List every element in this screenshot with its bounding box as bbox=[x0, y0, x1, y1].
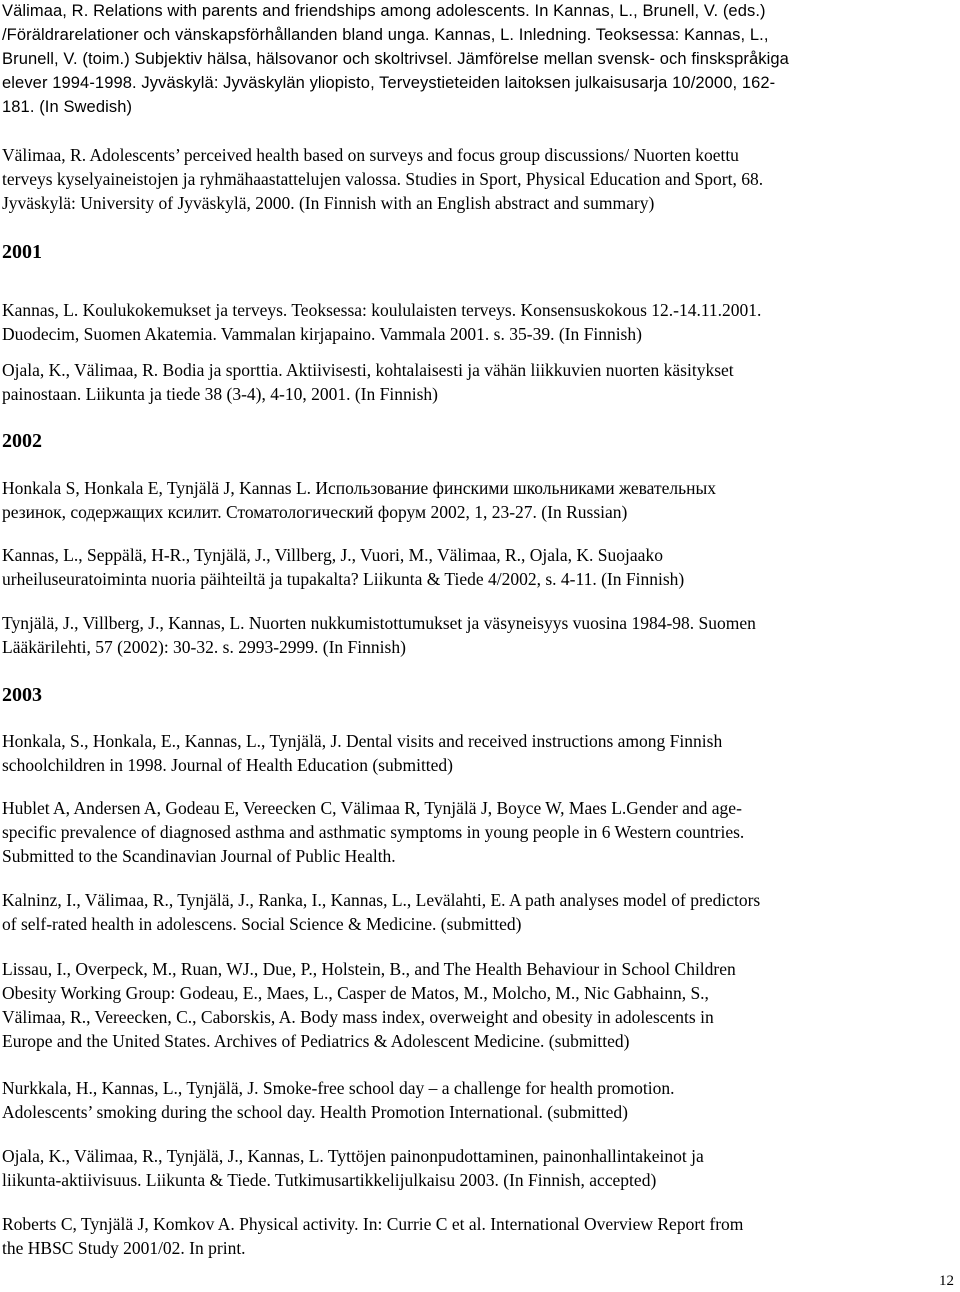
reference-line: Obesity Working Group: Godeau, E., Maes, L., Casper de Matos, M., Molcho, M., Nic Gabhainn, S., bbox=[2, 983, 709, 1003]
reference-line: elever 1994-1998. Jyväskylä: Jyväskylän yliopisto, Terveystieteiden laitoksen julkaisusarja 10/2000, 162- bbox=[2, 74, 776, 92]
reference-line: Hublet A, Andersen A, Godeau E, Vereecken C, Välimaa R, Tynjälä J, Boyce W, Maes L.Gender and age- bbox=[2, 798, 742, 818]
reference-line: Ojala, K., Välimaa, R., Tynjälä, J., Kannas, L. Tyttöjen painonpudottaminen, painonhallintakeinot ja bbox=[2, 1146, 704, 1166]
reference-line: Kannas, L. Koulukokemukset ja terveys. Teoksessa: koululaisten terveys. Konsensuskokous 12.-14.11.2001. bbox=[2, 300, 762, 320]
reference-entry bbox=[2, 611, 954, 659]
reference-line: Roberts C, Tynjälä J, Komkov A. Physical activity. In: Currie C et al. International Overview Report from bbox=[2, 1214, 744, 1234]
reference-entry bbox=[2, 476, 954, 524]
reference-line: Ojala, K., Välimaa, R. Bodia ja sporttia. Aktiivisesti, kohtalaisesti ja vähän liikkuvien nuorten käsitykset bbox=[2, 360, 734, 380]
reference-line: painostaan. Liikunta ja tiede 38 (3-4), 4-10, 2001. (In Finnish) bbox=[2, 384, 438, 404]
reference-line: Submitted to the Scandinavian Journal of Public Health. bbox=[2, 846, 396, 866]
reference-entry bbox=[2, 1144, 954, 1192]
reference-line: Honkala S, Honkala E, Tynjälä J, Kannas L. Использование финскими школьниками жевательных bbox=[2, 478, 716, 498]
reference-line: Nurkkala, H., Kannas, L., Tynjälä, J. Smoke-free school day – a challenge for health promotion. bbox=[2, 1078, 675, 1098]
reference-line: Tynjälä, J., Villberg, J., Kannas, L. Nuorten nukkumistottumukset ja väsyneisyys vuosina 1984-98. Suomen bbox=[2, 613, 756, 633]
reference-line: Lääkärilehti, 57 (2002): 30-32. s. 2993-2999. (In Finnish) bbox=[2, 637, 406, 657]
reference-line: Kannas, L., Seppälä, H-R., Tynjälä, J., Villberg, J., Vuori, M., Välimaa, R., Ojala, K. Suojaako bbox=[2, 545, 663, 565]
reference-entry bbox=[2, 729, 954, 777]
reference-line: Välimaa, R. Adolescents’ perceived health based on surveys and focus group discussions/ Nuorten koettu bbox=[2, 145, 739, 165]
reference-line: urheiluseuratoiminta nuoria päihteiltä ja tupakalta? Liikunta & Tiede 4/2002, s. 4-11. (In Finnish) bbox=[2, 569, 685, 589]
reference-line: Brunell, V. (toim.) Subjektiv hälsa, hälsovanor och skoltrivsel. Jämförelse mellan svensk- och finskspråkiga bbox=[2, 50, 789, 68]
reference-entry bbox=[2, 888, 954, 936]
reference-entry bbox=[2, 957, 954, 1053]
reference-line: Välimaa, R., Vereecken, C., Caborskis, A. Body mass index, overweight and obesity in adolescents in bbox=[2, 1007, 714, 1027]
reference-line: Europe and the United States. Archives of Pediatrics & Adolescent Medicine. (submitted) bbox=[2, 1031, 630, 1051]
reference-line: Adolescents’ smoking during the school day. Health Promotion International. (submitted) bbox=[2, 1102, 628, 1122]
year-heading: 2001 bbox=[2, 241, 42, 263]
reference-line: Välimaa, R. Relations with parents and friendships among adolescents. In Kannas, L., Brunell, V. (eds.) bbox=[2, 2, 766, 20]
reference-line: the HBSC Study 2001/02. In print. bbox=[2, 1238, 246, 1258]
year-heading: 2003 bbox=[2, 684, 42, 706]
reference-entry bbox=[2, 543, 954, 591]
reference-line: liikunta-aktiivisuus. Liikunta & Tiede. Tutkimusartikkelijulkaisu 2003. (In Finnish, accepted) bbox=[2, 1170, 657, 1190]
reference-line: Kalninz, I., Välimaa, R., Tynjälä, J., Ranka, I., Kannas, L., Levälahti, E. A path analyses model of predictors bbox=[2, 890, 761, 910]
reference-line: 181. (In Swedish) bbox=[2, 98, 133, 116]
reference-entry bbox=[2, 143, 954, 215]
reference-entry bbox=[2, 1212, 954, 1260]
reference-entry bbox=[2, 358, 954, 406]
reference-line: Duodecim, Suomen Akatemia. Vammalan kirjapaino. Vammala 2001. s. 35-39. (In Finnish) bbox=[2, 324, 642, 344]
year-heading: 2002 bbox=[2, 430, 42, 452]
reference-entry bbox=[2, 298, 954, 346]
page-number: 12 bbox=[939, 1273, 954, 1289]
reference-line: /Föräldrarelationer och vänskapsförhållanden bland unga. Kannas, L. Inledning. Teoksessa: Kannas, L., bbox=[2, 26, 769, 44]
reference-line: specific prevalence of diagnosed asthma and asthmatic symptoms in young people in 6 Western countries. bbox=[2, 822, 745, 842]
reference-entry bbox=[2, 796, 954, 868]
reference-line: schoolchildren in 1998. Journal of Health Education (submitted) bbox=[2, 755, 454, 775]
reference-entry bbox=[2, 1076, 954, 1124]
reference-line: Lissau, I., Overpeck, M., Ruan, WJ., Due, P., Holstein, B., and The Health Behaviour in School Children bbox=[2, 959, 736, 979]
reference-line: of self-rated health in adolescens. Social Science & Medicine. (submitted) bbox=[2, 914, 522, 934]
reference-line: Jyväskylä: University of Jyväskylä, 2000. (In Finnish with an English abstract and summary) bbox=[2, 193, 655, 213]
reference-line: резинок, содержащих ксилит. Стоматологический форум 2002, 1, 23-27. (In Russian) bbox=[2, 502, 628, 522]
reference-line: Honkala, S., Honkala, E., Kannas, L., Tynjälä, J. Dental visits and received instructions among Finnish bbox=[2, 731, 723, 751]
reference-entry bbox=[2, 0, 954, 119]
reference-line: terveys kyselyaineistojen ja ryhmähaastattelujen valossa. Studies in Sport, Physical Education and Sport, 68. bbox=[2, 169, 764, 189]
